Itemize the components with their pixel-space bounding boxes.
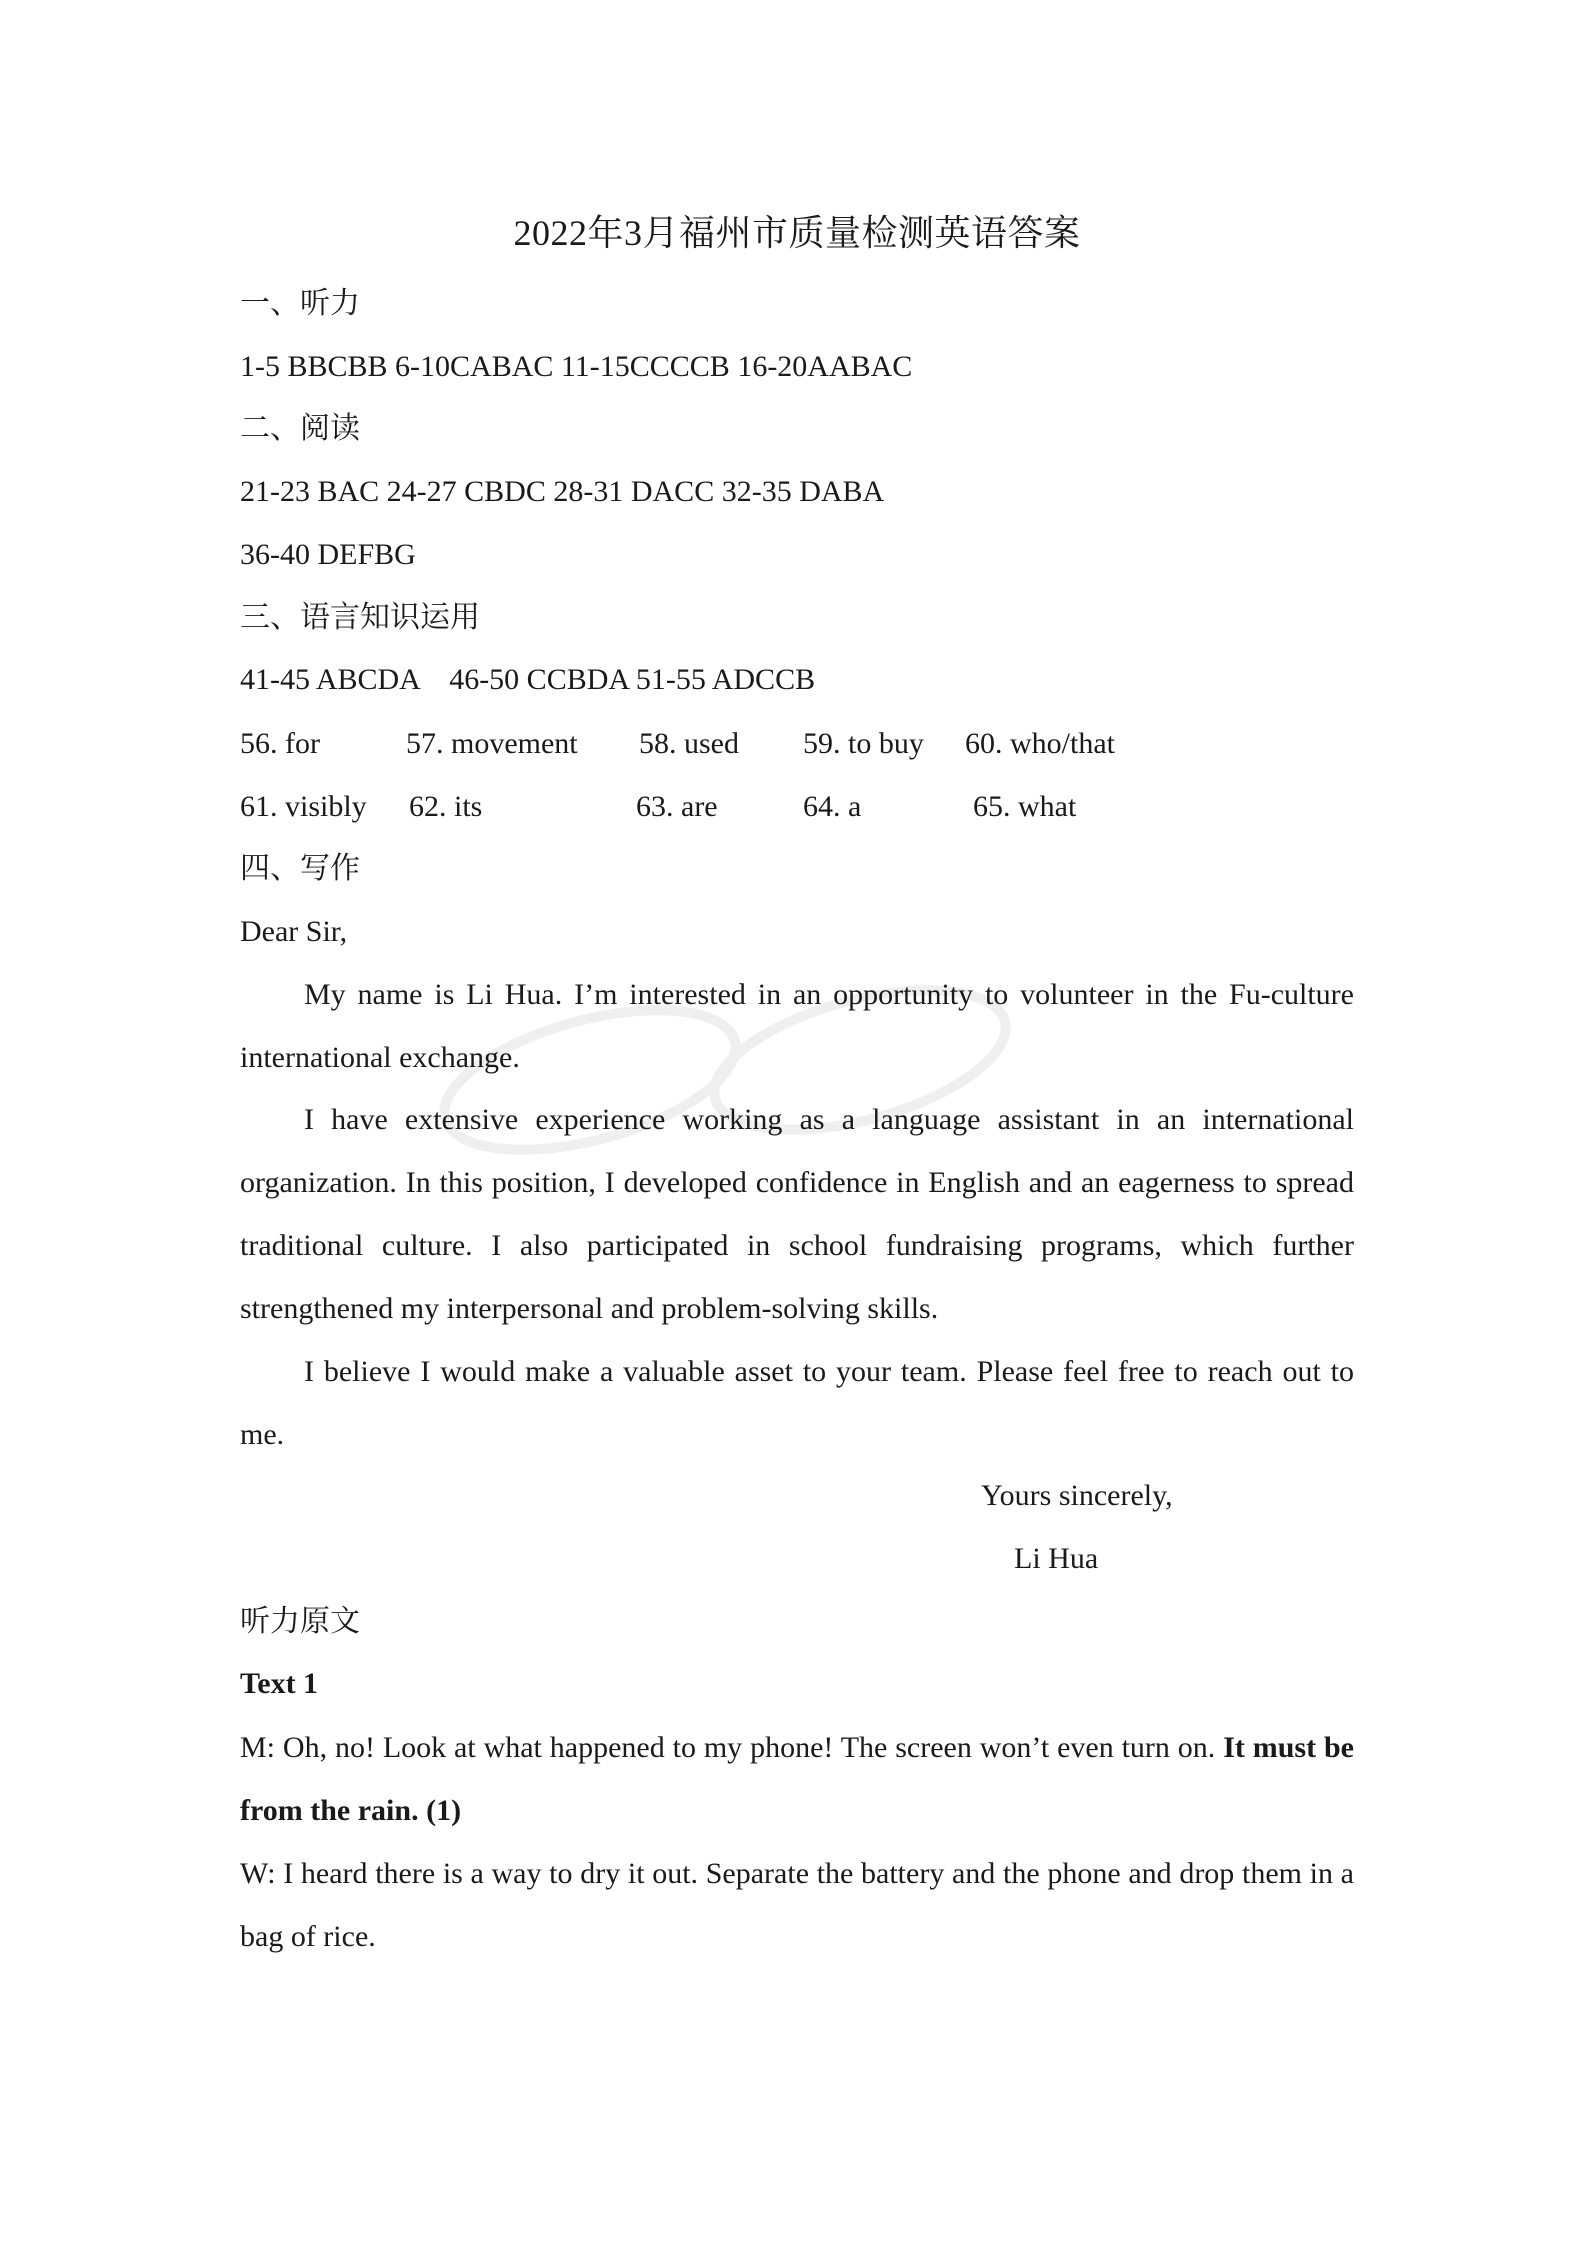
fill-answer: 64. a	[803, 790, 862, 823]
transcript-text-title: Text 1	[240, 1667, 319, 1700]
language-heading: 三、语言知识运用	[240, 601, 480, 634]
letter-salutation: Dear Sir,	[240, 915, 348, 948]
fill-answer: 59. to buy	[803, 727, 924, 760]
fill-answer: 57. movement	[406, 727, 578, 760]
letter-signature: Li Hua	[1014, 1542, 1099, 1575]
reading-answers-1: 21-23 BAC 24-27 CBDC 28-31 DACC 32-35 DABA	[240, 475, 885, 508]
transcript-man-line	[240, 1716, 1354, 1842]
fill-answer: 60. who/that	[965, 727, 1115, 760]
transcript-man-text: M: Oh, no! Look at what happened to my phone! The screen won’t even turn on.	[240, 1731, 1224, 1764]
language-answers: 41-45 ABCDA 46-50 CCBDA 51-55 ADCCB	[240, 663, 816, 696]
fill-answer: 63. are	[636, 790, 718, 823]
letter-paragraph-2: I have extensive experience working as a language assistant in an international organization. In this position, I developed confidence in English and an eagerness to spread traditional culture. I also participated in school fundraising programs, which further strengthened my interpersonal and problem-solving skills.	[240, 1103, 1354, 1325]
letter-paragraph-1: My name is Li Hua. I’m interested in an opportunity to volunteer in the Fu-culture international exchange.	[240, 978, 1354, 1074]
reading-answers-2: 36-40 DEFBG	[240, 538, 416, 571]
fill-answer: 56. for	[240, 727, 320, 760]
writing-heading: 四、写作	[240, 852, 360, 885]
fill-answer: 61. visibly	[240, 790, 367, 823]
transcript-woman-line: W: I heard there is a way to dry it out. Separate the battery and the phone and drop them in a bag of rice.	[240, 1857, 1354, 1953]
fill-answer: 62. its	[409, 790, 483, 823]
transcript-heading: 听力原文	[240, 1605, 360, 1638]
transcript-man-emphasis: It must be from the rain. (1)	[240, 1731, 1354, 1827]
reading-heading: 二、阅读	[240, 412, 360, 445]
letter-paragraph-3: I believe I would make a valuable asset to your team. Please feel free to reach out to me.	[240, 1355, 1354, 1451]
fill-answer: 65. what	[973, 790, 1077, 823]
listening-heading: 一、听力	[240, 287, 360, 320]
letter-closing: Yours sincerely,	[981, 1479, 1173, 1512]
listening-answers: 1-5 BBCBB 6-10CABAC 11-15CCCCB 16-20AABAC	[240, 350, 913, 383]
page-title: 2022年3月福州市质量检测英语答案	[513, 213, 1081, 253]
fill-answer: 58. used	[639, 727, 739, 760]
